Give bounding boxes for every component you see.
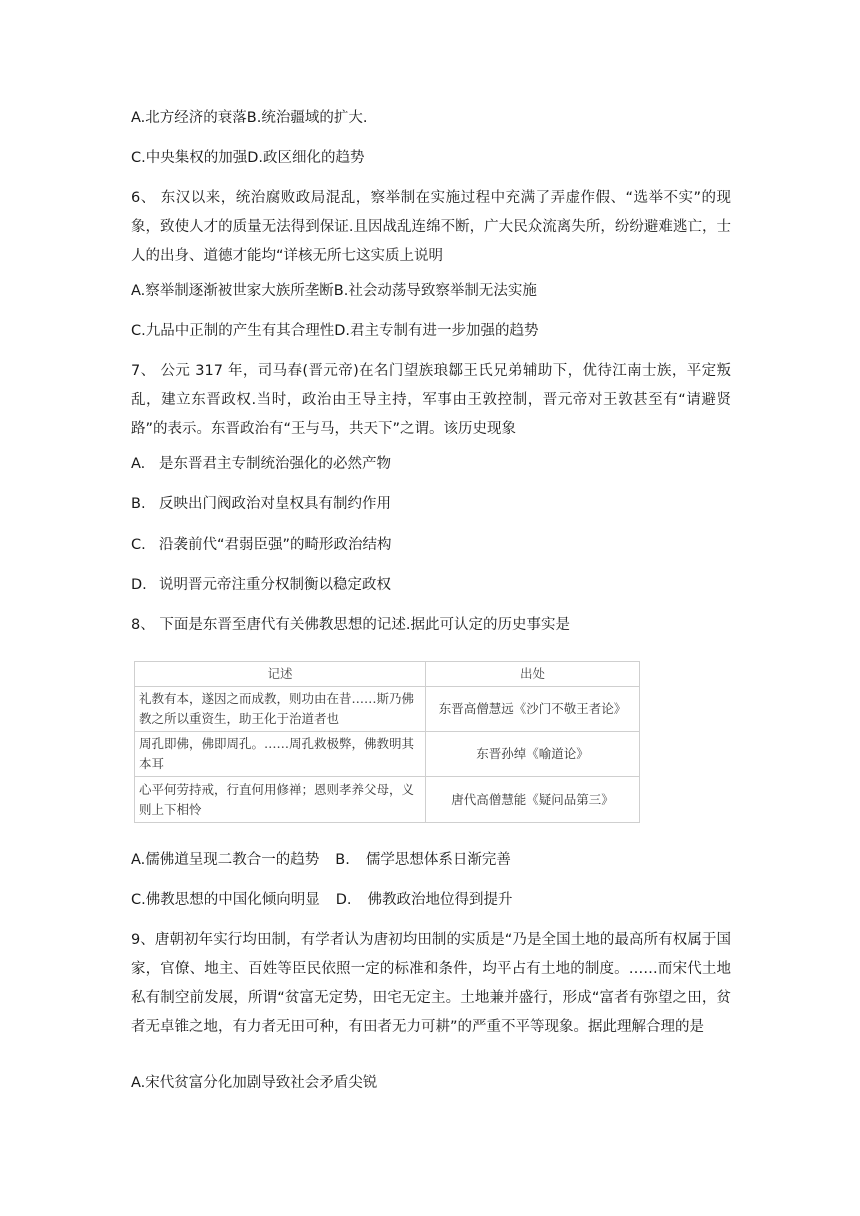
table-row xyxy=(135,732,640,777)
q6-options-row-1 xyxy=(131,281,537,301)
q7-stem: 7、 公元 317 年，司马春(晋元帝)在名门望族琅鄒王氏兄弟辅助下，优待江南士族，平定叛乱，建立东晋政权.当时，政治由王导主持，军事由王敦控制，晋元帝对王敦甚至有“请避贤路”的表示。东晋政治有“王与马，共天下”之谓。该历史现象 xyxy=(131,363,731,437)
q9-option-a[interactable]: A.宋代贫富分化加剧导致社会矛盾尖锐 xyxy=(131,1075,378,1091)
q5-option-a[interactable]: A.北方经济的衰落 xyxy=(131,110,247,126)
table-row xyxy=(135,777,640,823)
q6-option-c[interactable]: C.九品中正制的产生有其合理性 xyxy=(131,323,335,339)
q8-option-a[interactable]: A.儒佛道呈现二教合一的趋势 xyxy=(131,852,320,868)
q8-option-c[interactable]: C.佛教思想的中国化倾向明显 xyxy=(131,892,320,908)
q8-option-b-letter[interactable]: B. xyxy=(335,852,350,868)
q7-option-a-letter: A. xyxy=(131,456,146,472)
q5-option-b[interactable]: B.统治疆域的扩大. xyxy=(246,110,368,126)
q7-option-d[interactable] xyxy=(131,575,391,595)
q8-option-d-text[interactable]: 佛教政治地位得到提升 xyxy=(367,892,513,908)
table-cell-record: 心平何劳持戒，行直何用修禅；恩则孝养父母，义则上下相怜 xyxy=(135,777,426,823)
q6-stem: 6、 东汉以来，统治腐败政局混乱，察举制在实施过程中充满了弄虚作假、“选举不实”的现象，致使人才的质量无法得到保证.且因战乱连绵不断，广大民众流离失所，纷纷避难逃亡，士人的出身、道德才能均“详核无所七这实质上说明 xyxy=(131,190,731,264)
table-cell-source: 东晋高僧慧远《沙门不敬王者论》 xyxy=(426,687,640,732)
table-row xyxy=(135,687,640,732)
table-cell-record: 礼教有本，遂因之而成教，则功由在昔……斯乃佛教之所以重资生，助王化于治道者也 xyxy=(135,687,426,732)
q7-option-c-letter: C. xyxy=(131,537,146,553)
q8-options-row-2 xyxy=(131,890,513,910)
q7-option-a[interactable] xyxy=(131,454,391,474)
q8-source-table xyxy=(134,661,640,823)
q7-option-c-text: 沿袭前代“君弱臣强”的畸形政治结构 xyxy=(159,537,392,553)
table-cell-record: 周孔即佛，佛即周孔。……周孔救极弊，佛教明其本耳 xyxy=(135,732,426,777)
q8-stem: 8、 下面是东晋至唐代有关佛教思想的记述.据此可认定的历史事实是 xyxy=(131,617,570,633)
q5-options-row-1 xyxy=(131,108,367,128)
q9-stem: 9、唐朝初年实行均田制，有学者认为唐初均田制的实质是“乃是全国土地的最高所有权属于国家，官僚、地主、百姓等臣民依照一定的标准和条件，均平占有土地的制度。……而宋代土地私有制空前发展，所谓“贫富无定势，田宅无定主。土地兼并盛行，形成“富者有弥望之田，贫者无卓锥之地，有力者无田可种，有田者无力可耕”的严重不平等现象。据此理解合理的是 xyxy=(131,932,731,1035)
q5-option-d[interactable]: D.政区细化的趋势 xyxy=(247,150,365,166)
q6-option-b[interactable]: B.社会动荡导致察举制无法实施 xyxy=(333,283,537,299)
table-header-source: 出处 xyxy=(426,662,640,687)
q8-options-row-1 xyxy=(131,850,511,870)
q7-option-a-text: 是东晋君主专制统治强化的必然产物 xyxy=(159,456,391,472)
q5-options-row-2 xyxy=(131,148,365,168)
q7-option-b-text: 反映出门阀政治对皇权具有制约作用 xyxy=(159,496,391,512)
q8-option-b-text[interactable]: 儒学思想体系日渐完善 xyxy=(365,852,511,868)
q7-option-d-letter: D. xyxy=(131,577,147,593)
q7-option-c[interactable] xyxy=(131,535,392,555)
q7-option-b[interactable] xyxy=(131,494,391,514)
q6-option-d[interactable]: D.君主专制有进一步加强的趋势 xyxy=(334,323,539,339)
q8-option-d-letter[interactable]: D. xyxy=(335,892,352,908)
table-header-row xyxy=(135,662,640,687)
q6-options-row-2 xyxy=(131,321,539,341)
table-cell-source: 唐代高僧慧能《疑问品第三》 xyxy=(426,777,640,823)
q7-option-d-text: 说明晋元帝注重分权制衡以稳定政权 xyxy=(159,577,391,593)
table-header-record: 记述 xyxy=(135,662,426,687)
q7-option-b-letter: B. xyxy=(131,496,146,512)
table-cell-source: 东晋孙绰《喻道论》 xyxy=(426,732,640,777)
q6-option-a[interactable]: A.察举制逐渐被世家大族所垄断 xyxy=(131,283,334,299)
q5-option-c[interactable]: C.中央集权的加强 xyxy=(131,150,248,166)
